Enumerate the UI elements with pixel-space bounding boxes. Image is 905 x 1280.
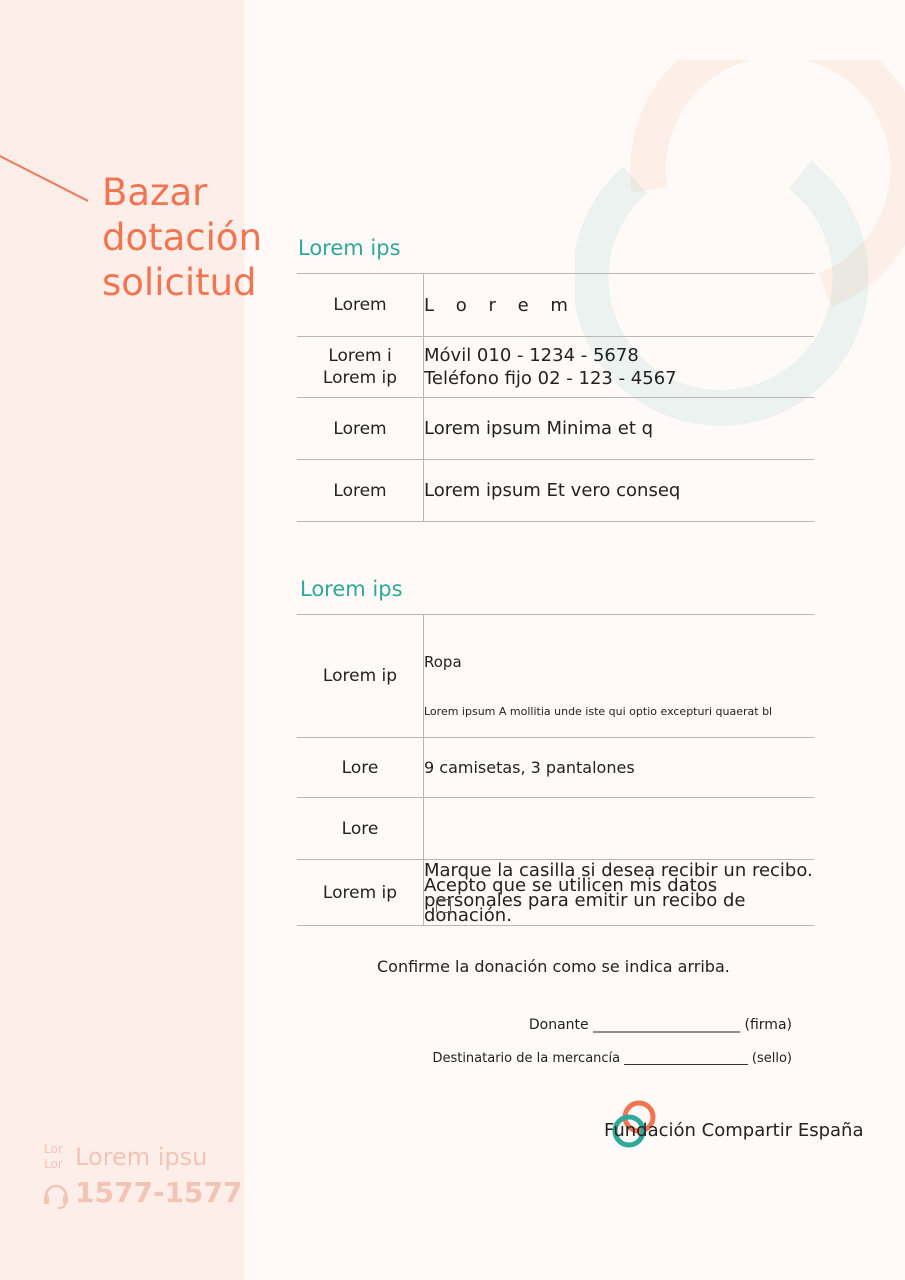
- landline-phone: Teléfono fijo 02 - 123 - 4567: [424, 368, 677, 389]
- title-line-3: solicitud: [102, 261, 257, 304]
- contact-phone[interactable]: 1577-1577: [75, 1176, 243, 1209]
- table-row: [297, 860, 814, 926]
- table-row: [297, 738, 814, 798]
- table-row: [297, 398, 814, 460]
- receipt-instruction: Marque la casilla si desea recibir un recibo.: [424, 859, 813, 881]
- row-value[interactable]: Lorem ipsum Minima et q: [424, 398, 815, 460]
- table-row: [297, 460, 814, 522]
- table-row: [297, 274, 814, 337]
- row-label: Lorem ip: [297, 860, 424, 926]
- contact-small-text: [44, 1142, 63, 1172]
- receipt-checkbox[interactable]: [436, 899, 451, 913]
- contact-title: Lorem ipsu: [75, 1143, 208, 1171]
- table-row: [297, 615, 814, 738]
- contact-small-line: Lor: [44, 1142, 63, 1156]
- mobile-phone: Móvil 010 - 1234 - 5678: [424, 345, 639, 366]
- row-label: Lore: [297, 738, 424, 798]
- info-table-1: [297, 273, 814, 522]
- row-label-line: Lorem i: [328, 346, 392, 366]
- headset-icon: [41, 1180, 71, 1210]
- row-value[interactable]: [424, 798, 815, 860]
- info-table-2: [297, 614, 814, 926]
- confirm-text: Confirme la donación como se indica arriba.: [377, 957, 730, 976]
- row-value[interactable]: 9 camisetas, 3 pantalones: [424, 738, 815, 798]
- row-label: Lorem: [297, 274, 424, 337]
- row-label: Lorem: [297, 460, 424, 522]
- organization-name: Fundación Compartir España: [604, 1120, 864, 1141]
- row-label: Lorem: [297, 398, 424, 460]
- row-value[interactable]: [424, 615, 815, 738]
- consent-text: Acepto que se utilicen mis datos personales para emitir un recibo de donación.: [424, 874, 746, 926]
- contact-small-line: Lor: [44, 1157, 63, 1171]
- donor-signature-line: Donante _____________________ (firma): [528, 1017, 792, 1033]
- table-row: [297, 798, 814, 860]
- title-line-1: Bazar: [102, 171, 208, 214]
- row-value[interactable]: L o r e m: [424, 274, 815, 337]
- row-value: [424, 860, 815, 926]
- row-label: Lorem ip: [297, 615, 424, 738]
- row-value[interactable]: [424, 337, 815, 398]
- table-row: [297, 337, 814, 398]
- row-label: Lore: [297, 798, 424, 860]
- title-line-2: dotación: [102, 216, 263, 259]
- row-label-line: Lorem ip: [322, 368, 398, 388]
- row-label: [297, 337, 424, 398]
- recipient-signature-line: Destinatario de la mercancía ___________________ (sello): [432, 1051, 792, 1066]
- row-value[interactable]: Lorem ipsum Et vero conseq: [424, 460, 815, 522]
- section-heading-1: Lorem ips: [298, 236, 401, 260]
- item-note: Lorem ipsum A mollitia unde iste qui optio excepturi quaerat bl: [424, 705, 773, 718]
- section-heading-2: Lorem ips: [300, 577, 403, 601]
- item-category: Ropa: [424, 653, 462, 671]
- page-title: [102, 170, 302, 305]
